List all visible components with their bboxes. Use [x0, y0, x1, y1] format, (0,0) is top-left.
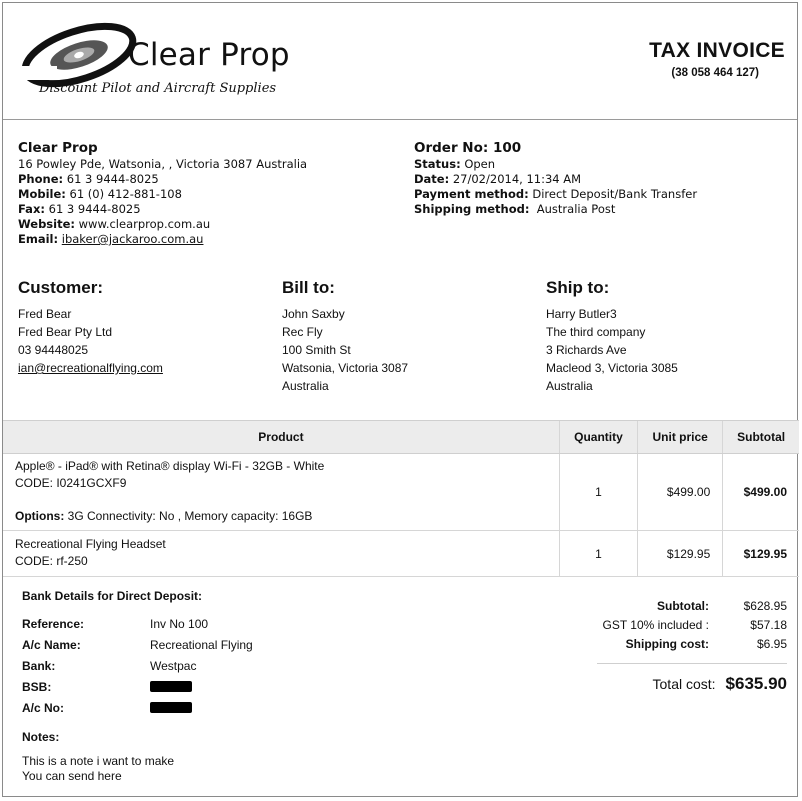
table-header-row	[3, 421, 799, 454]
bank-details	[22, 589, 382, 784]
subtotal-value: $628.95	[743, 598, 787, 613]
website-value: www.clearprop.com.au	[78, 217, 211, 231]
company-name: Clear Prop	[18, 140, 98, 156]
fax-value: 61 3 9444-8025	[48, 202, 141, 216]
bill-to-line: John Saxby	[282, 307, 345, 321]
bsb-label: BSB:	[22, 679, 52, 694]
customer-line: Fred Bear	[18, 307, 72, 321]
total-cost-value: $635.90	[725, 674, 787, 693]
ac-no-redacted	[150, 702, 192, 713]
customer-line: 03 94448025	[18, 343, 89, 357]
mobile-label: Mobile:	[18, 187, 66, 201]
company-address: 16 Powley Pde, Watsonia, , Victoria 3087 Australia	[18, 157, 308, 171]
reference-value: Inv No 100	[150, 616, 209, 631]
reference-label: Reference:	[22, 616, 85, 631]
notes-label: Notes:	[22, 730, 60, 744]
notes-line: This is a note i want to make	[22, 754, 175, 768]
bank-value: Westpac	[150, 658, 197, 673]
header-unit-price: Unit price	[638, 421, 723, 454]
order-details	[414, 141, 794, 217]
gst-label: GST 10% included :	[602, 617, 709, 632]
product-options: 3G Connectivity: No , Memory capacity: 16GB	[67, 509, 313, 523]
email-label: Email:	[18, 232, 59, 246]
invoice-header	[3, 3, 797, 120]
shipping-value: Australia Post	[536, 202, 616, 216]
quantity-cell: 1	[559, 531, 637, 577]
customer-title: Customer:	[18, 278, 104, 297]
total-cost-label: Total cost:	[652, 676, 716, 692]
ac-name-value: Recreational Flying	[150, 637, 253, 652]
ship-to-line: Australia	[546, 379, 593, 393]
totals-section	[563, 596, 787, 694]
company-details	[18, 141, 398, 247]
table-row	[3, 531, 799, 577]
header-quantity: Quantity	[559, 421, 637, 454]
mobile-value: 61 (0) 412-881-108	[69, 187, 182, 201]
product-cell	[3, 531, 559, 577]
ac-no-label: A/c No:	[22, 700, 64, 715]
payment-value: Direct Deposit/Bank Transfer	[532, 187, 698, 201]
customer-line: Fred Bear Pty Ltd	[18, 325, 113, 339]
date-value: 27/02/2014, 11:34 AM	[452, 172, 582, 186]
unit-price-cell: $499.00	[638, 454, 723, 531]
customer-email-link[interactable]: ian@recreationalflying.com	[18, 361, 163, 375]
ship-to-line: Macleod 3, Victoria 3085	[546, 361, 678, 375]
brand-name: Clear Prop	[128, 37, 290, 73]
bill-to-line: Rec Fly	[282, 325, 323, 339]
totals-divider	[597, 663, 787, 664]
header-product: Product	[3, 421, 559, 454]
order-number: Order No: 100	[414, 140, 522, 156]
options-label: Options:	[15, 509, 65, 523]
product-name: Recreational Flying Headset	[15, 537, 166, 551]
quantity-cell: 1	[559, 454, 637, 531]
phone-label: Phone:	[18, 172, 64, 186]
phone-value: 61 3 9444-8025	[66, 172, 159, 186]
bill-to-line: Australia	[282, 379, 329, 393]
product-code: CODE: rf-250	[15, 554, 88, 568]
brand-tagline: Discount Pilot and Aircraft Supplies	[39, 81, 277, 96]
shipping-cost-value: $6.95	[756, 636, 787, 651]
product-name: Apple® - iPad® with Retina® display Wi-Fi - 32GB - White	[15, 459, 325, 473]
ship-to-block	[546, 277, 678, 395]
notes-section	[22, 730, 382, 784]
ship-to-line: The third company	[546, 325, 646, 339]
invoice-title: TAX INVOICE	[649, 39, 785, 62]
shipping-cost-label: Shipping cost:	[625, 636, 709, 651]
product-code: CODE: I0241GCXF9	[15, 476, 127, 490]
customer-block	[18, 277, 163, 377]
subtotal-cell: $129.95	[723, 531, 799, 577]
abn-number: (38 058 464 127)	[671, 67, 759, 79]
ship-to-line: Harry Butler3	[546, 307, 617, 321]
status-value: Open	[464, 157, 496, 171]
subtotal-label: Subtotal:	[657, 598, 709, 613]
bill-to-block	[282, 277, 408, 395]
bill-to-line: 100 Smith St	[282, 343, 351, 357]
product-cell	[3, 454, 559, 531]
gst-value: $57.18	[750, 617, 787, 632]
bill-to-line: Watsonia, Victoria 3087	[282, 361, 409, 375]
invoice-page	[2, 2, 798, 797]
fax-label: Fax:	[18, 202, 45, 216]
shipping-label: Shipping method:	[414, 202, 530, 216]
company-email-link[interactable]: ibaker@jackaroo.com.au	[61, 232, 204, 246]
unit-price-cell: $129.95	[638, 531, 723, 577]
ship-to-title: Ship to:	[546, 278, 610, 297]
table-row	[3, 454, 799, 531]
ship-to-line: 3 Richards Ave	[546, 343, 627, 357]
website-label: Website:	[18, 217, 75, 231]
bank-label: Bank:	[22, 658, 56, 673]
date-label: Date:	[414, 172, 450, 186]
bsb-redacted	[150, 681, 192, 692]
header-subtotal: Subtotal	[723, 421, 799, 454]
subtotal-cell: $499.00	[723, 454, 799, 531]
items-table	[3, 420, 799, 577]
status-label: Status:	[414, 157, 461, 171]
bank-details-title: Bank Details for Direct Deposit:	[22, 589, 203, 603]
notes-line: You can send here	[22, 769, 122, 783]
ac-name-label: A/c Name:	[22, 637, 81, 652]
payment-label: Payment method:	[414, 187, 529, 201]
bill-to-title: Bill to:	[282, 278, 335, 297]
